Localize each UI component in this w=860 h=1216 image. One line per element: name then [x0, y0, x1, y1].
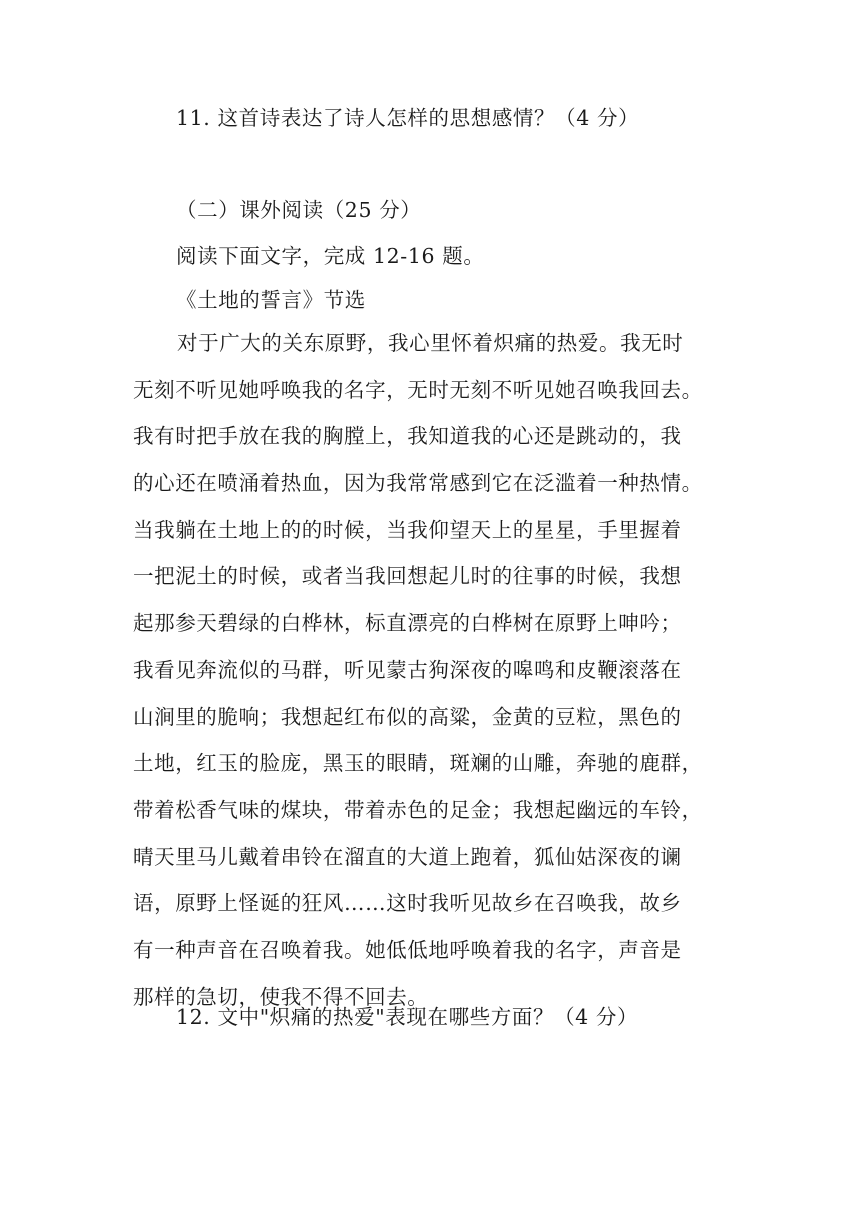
passage-line: 语，原野上怪诞的狂风……这时我听见故乡在召唤我，故乡	[133, 891, 682, 916]
reading-instruction: 阅读下面文字，完成 12-16 题。	[176, 244, 485, 268]
passage-line: 我有时把手放在我的胸膛上，我知道我的心还是跳动的，我	[133, 424, 682, 449]
passage-line: 当我躺在土地上的的时候，当我仰望天上的星星，手里握着	[133, 517, 682, 542]
passage-line: 对于广大的关东原野，我心里怀着炽痛的热爱。我无时	[177, 331, 684, 355]
passage-line: 起那参天碧绿的白桦林，标直漂亮的白桦树在原野上呻吟；	[133, 611, 682, 636]
passage-line: 我看见奔流似的马群，听见蒙古狗深夜的嗥鸣和皮鞭滚落在	[133, 657, 682, 682]
passage-line: 那样的急切，使我不得不回去。	[133, 984, 429, 1009]
passage-line: 带着松香气味的煤块，带着赤色的足金；我想起幽远的车铃，	[133, 797, 703, 822]
passage-line: 一把泥土的时候，或者当我回想起儿时的往事的时候，我想	[133, 564, 682, 589]
passage-line: 有一种声音在召唤着我。她低低地呼唤着我的名字，声音是	[133, 937, 682, 962]
passage-line: 山涧里的脆响；我想起红布似的高粱，金黄的豆粒，黑色的	[133, 704, 682, 729]
passage-title: 《土地的誓言》节选	[176, 288, 366, 312]
passage-line: 土地，红玉的脸庞，黑玉的眼睛，斑斓的山雕，奔驰的鹿群，	[133, 751, 703, 776]
passage-line: 无刻不听见她呼唤我的名字，无时无刻不听见她召唤我回去。	[133, 377, 703, 402]
section-heading: （二）课外阅读（25 分）	[176, 198, 422, 222]
passage-line: 的心还在喷涌着热血，因为我常常感到它在泛滥着一种热情。	[133, 471, 703, 496]
passage-body	[133, 330, 733, 1030]
question-12: 12. 文中"炽痛的热爱"表现在哪些方面？（4 分）	[176, 1005, 639, 1029]
passage-line: 晴天里马儿戴着串铃在溜直的大道上跑着，狐仙姑深夜的谰	[133, 844, 682, 869]
question-11: 11. 这首诗表达了诗人怎样的思想感情？（4 分）	[176, 106, 640, 130]
